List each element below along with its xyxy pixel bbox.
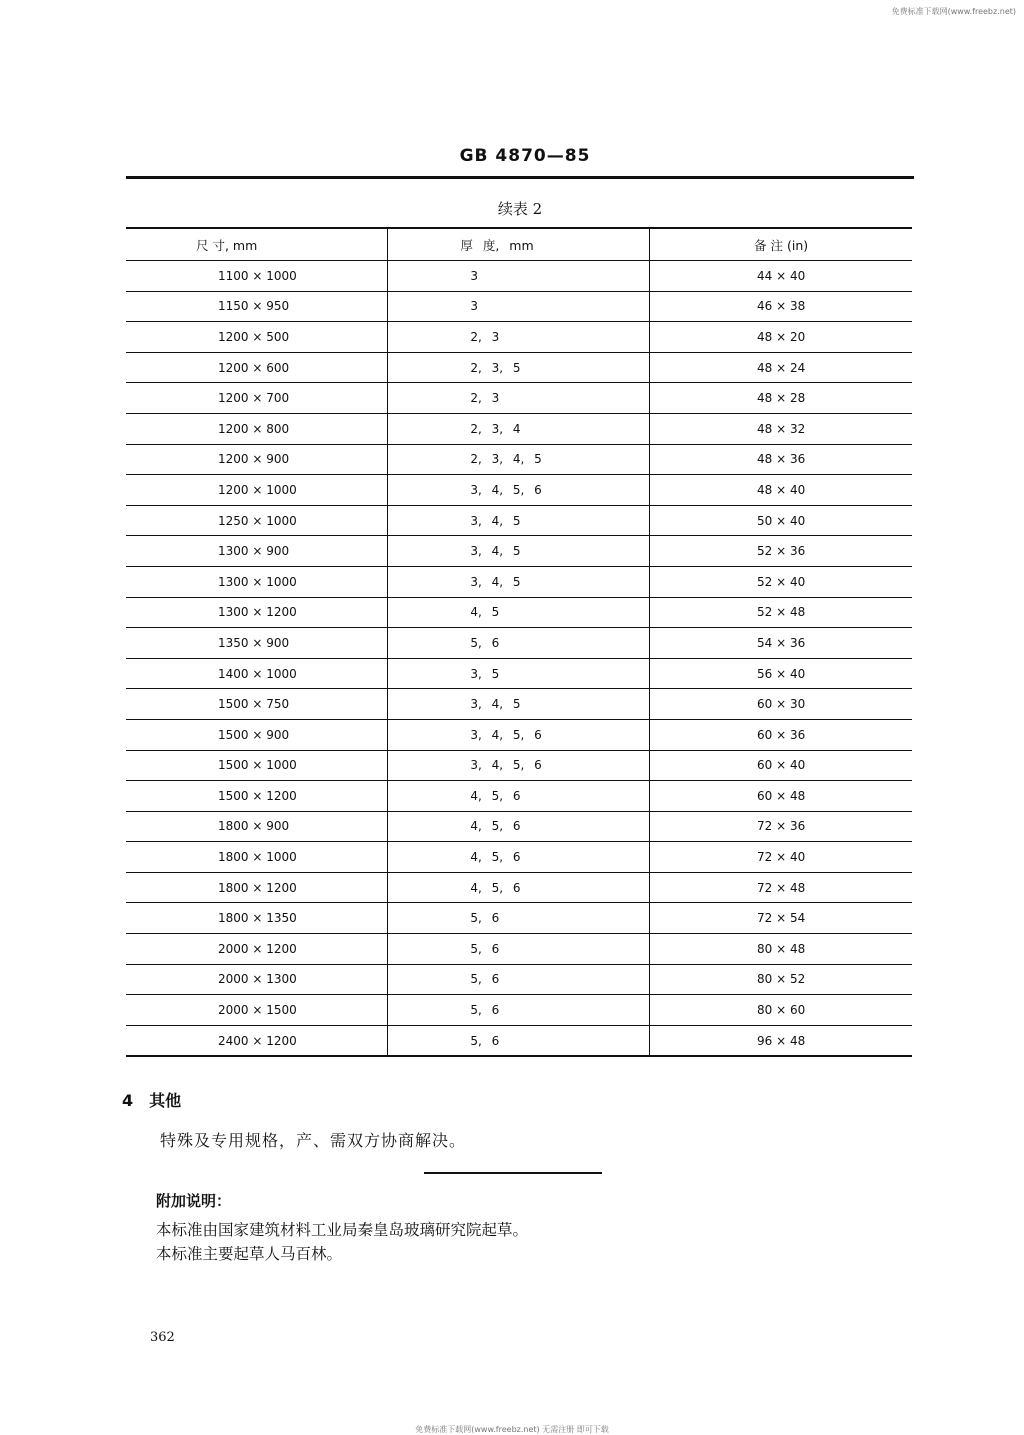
cell-remark: 48 × 32: [650, 413, 912, 444]
table-body: [126, 261, 912, 1057]
header-thickness: 厚 度, mm: [388, 228, 650, 261]
cell-thickness: 5, 6: [388, 934, 650, 965]
table-row: [126, 842, 912, 873]
table-row: [126, 964, 912, 995]
cell-size: 1800 × 1000: [126, 842, 388, 873]
cell-thickness: 2, 3, 5: [388, 352, 650, 383]
cell-size: 1150 × 950: [126, 291, 388, 322]
cell-thickness: 3, 4, 5, 6: [388, 475, 650, 506]
cell-thickness: 4, 5, 6: [388, 781, 650, 812]
cell-size: 1200 × 600: [126, 352, 388, 383]
cell-remark: 96 × 48: [650, 1025, 912, 1056]
table-row: [126, 475, 912, 506]
table-row: [126, 566, 912, 597]
table-row: [126, 719, 912, 750]
cell-size: 1200 × 700: [126, 383, 388, 414]
cell-thickness: 3: [388, 261, 650, 292]
cell-size: 1800 × 1350: [126, 903, 388, 934]
cell-remark: 46 × 38: [650, 291, 912, 322]
cell-remark: 56 × 40: [650, 658, 912, 689]
cell-size: 1500 × 1000: [126, 750, 388, 781]
cell-thickness: 2, 3, 4, 5: [388, 444, 650, 475]
cell-thickness: 4, 5, 6: [388, 842, 650, 873]
cell-remark: 80 × 48: [650, 934, 912, 965]
cell-thickness: 4, 5, 6: [388, 811, 650, 842]
header-remark: 备 注 (in): [650, 228, 912, 261]
cell-remark: 48 × 24: [650, 352, 912, 383]
cell-size: 1800 × 900: [126, 811, 388, 842]
cell-remark: 48 × 36: [650, 444, 912, 475]
cell-remark: 52 × 36: [650, 536, 912, 567]
cell-size: 1500 × 900: [126, 719, 388, 750]
cell-thickness: 5, 6: [388, 964, 650, 995]
cell-size: 1200 × 1000: [126, 475, 388, 506]
table-row: [126, 597, 912, 628]
cell-thickness: 3, 4, 5: [388, 689, 650, 720]
cell-size: 1350 × 900: [126, 628, 388, 659]
note-line-1: 本标准由国家建筑材料工业局秦皇岛玻璃研究院起草。: [156, 1221, 529, 1239]
section-number: 4: [122, 1091, 134, 1110]
section-heading: [122, 1088, 181, 1111]
cell-remark: 48 × 40: [650, 475, 912, 506]
table-row: [126, 934, 912, 965]
cell-size: 1400 × 1000: [126, 658, 388, 689]
cell-remark: 48 × 20: [650, 322, 912, 353]
table-row: [126, 383, 912, 414]
table-row: [126, 261, 912, 292]
table-row: [126, 750, 912, 781]
cell-thickness: 2, 3, 4: [388, 413, 650, 444]
cell-remark: 60 × 40: [650, 750, 912, 781]
cell-thickness: 2, 3: [388, 383, 650, 414]
cell-remark: 44 × 40: [650, 261, 912, 292]
table-row: [126, 536, 912, 567]
cell-thickness: 2, 3: [388, 322, 650, 353]
table-row: [126, 413, 912, 444]
cell-size: 2000 × 1200: [126, 934, 388, 965]
cell-size: 1500 × 1200: [126, 781, 388, 812]
table-row: [126, 781, 912, 812]
table-row: [126, 811, 912, 842]
section-title: 其他: [149, 1091, 182, 1110]
cell-thickness: 3, 5: [388, 658, 650, 689]
cell-size: 1800 × 1200: [126, 872, 388, 903]
cell-thickness: 3, 4, 5: [388, 536, 650, 567]
cell-remark: 52 × 48: [650, 597, 912, 628]
cell-size: 1300 × 900: [126, 536, 388, 567]
cell-remark: 60 × 48: [650, 781, 912, 812]
cell-size: 2000 × 1500: [126, 995, 388, 1026]
table-row: [126, 1025, 912, 1056]
table-row: [126, 444, 912, 475]
cell-thickness: 5, 6: [388, 903, 650, 934]
cell-thickness: 5, 6: [388, 995, 650, 1026]
divider: [424, 1172, 602, 1174]
cell-thickness: 4, 5: [388, 597, 650, 628]
cell-remark: 80 × 60: [650, 995, 912, 1026]
cell-thickness: 3, 4, 5: [388, 505, 650, 536]
cell-thickness: 3, 4, 5, 6: [388, 719, 650, 750]
cell-thickness: 3, 4, 5: [388, 566, 650, 597]
cell-remark: 60 × 30: [650, 689, 912, 720]
section-body: 特殊及专用规格，产、需双方协商解决。: [160, 1131, 467, 1150]
watermark-top: 免费标准下载网(www.freebz.net): [891, 7, 1016, 16]
cell-remark: 60 × 36: [650, 719, 912, 750]
table-header-row: [126, 228, 912, 261]
table-row: [126, 689, 912, 720]
watermark-bottom: 免费标准下载网(www.freebz.net) 无需注册 即可下载: [415, 1425, 609, 1434]
page-number: 362: [150, 1330, 175, 1345]
table-row: [126, 291, 912, 322]
cell-remark: 72 × 48: [650, 872, 912, 903]
note-line-2: 本标准主要起草人马百林。: [156, 1245, 343, 1263]
cell-remark: 80 × 52: [650, 964, 912, 995]
cell-thickness: 5, 6: [388, 628, 650, 659]
cell-size: 1500 × 750: [126, 689, 388, 720]
cell-size: 1200 × 900: [126, 444, 388, 475]
cell-thickness: 4, 5, 6: [388, 872, 650, 903]
cell-size: 2400 × 1200: [126, 1025, 388, 1056]
table-row: [126, 505, 912, 536]
table-row: [126, 995, 912, 1026]
table-row: [126, 322, 912, 353]
cell-remark: 50 × 40: [650, 505, 912, 536]
header-size: 尺 寸, mm: [126, 228, 388, 261]
cell-remark: 72 × 36: [650, 811, 912, 842]
header-rule: [126, 176, 914, 179]
table-row: [126, 628, 912, 659]
cell-size: 1300 × 1200: [126, 597, 388, 628]
cell-size: 1200 × 500: [126, 322, 388, 353]
cell-thickness: 3, 4, 5, 6: [388, 750, 650, 781]
cell-thickness: 3: [388, 291, 650, 322]
cell-size: 1100 × 1000: [126, 261, 388, 292]
cell-size: 1300 × 1000: [126, 566, 388, 597]
cell-remark: 72 × 40: [650, 842, 912, 873]
table-caption: 续表 2: [497, 200, 543, 218]
cell-remark: 72 × 54: [650, 903, 912, 934]
cell-size: 1250 × 1000: [126, 505, 388, 536]
cell-remark: 54 × 36: [650, 628, 912, 659]
cell-remark: 48 × 28: [650, 383, 912, 414]
cell-remark: 52 × 40: [650, 566, 912, 597]
table-row: [126, 352, 912, 383]
table-row: [126, 872, 912, 903]
table-row: [126, 903, 912, 934]
cell-size: 1200 × 800: [126, 413, 388, 444]
cell-size: 2000 × 1300: [126, 964, 388, 995]
notes-title: 附加说明：: [156, 1192, 232, 1210]
table-row: [126, 658, 912, 689]
spec-table: [126, 227, 912, 1057]
cell-thickness: 5, 6: [388, 1025, 650, 1056]
standard-code: GB 4870—85: [459, 146, 591, 166]
